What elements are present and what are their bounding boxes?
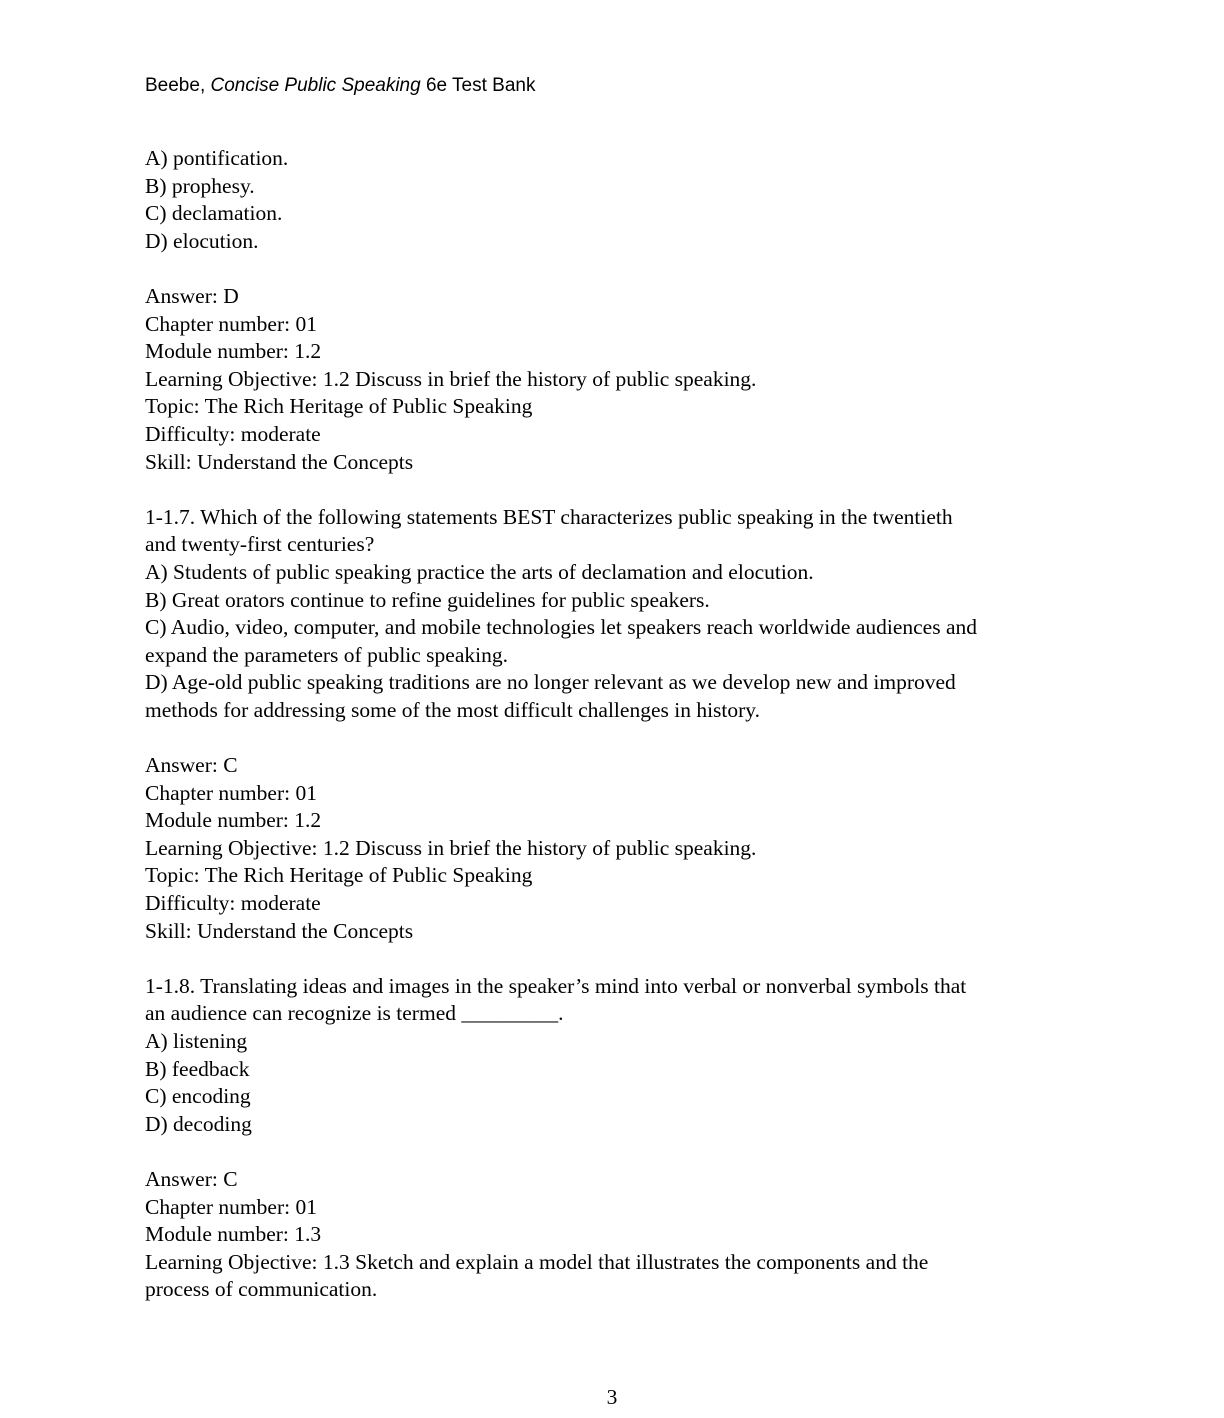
option-c: C) encoding bbox=[145, 1084, 251, 1109]
learning-objective-continued: process of communication. bbox=[145, 1277, 378, 1302]
answer: Answer: D bbox=[145, 283, 239, 308]
chapter-number: Chapter number: 01 bbox=[145, 780, 317, 805]
option-c-continued: expand the parameters of public speaking. bbox=[145, 642, 508, 667]
module-number: Module number: 1.2 bbox=[145, 339, 322, 364]
page-number: 3 bbox=[606, 1385, 618, 1409]
skill: Skill: Understand the Concepts bbox=[145, 449, 414, 474]
option-b: B) Great orators continue to refine guidelines for public speakers. bbox=[145, 587, 710, 612]
chapter-number: Chapter number: 01 bbox=[145, 1194, 317, 1219]
difficulty: Difficulty: moderate bbox=[145, 421, 321, 446]
learning-objective: Learning Objective: 1.3 Sketch and explain a model that illustrates the components and the bbox=[145, 1249, 929, 1274]
question-text: 1-1.8. Translating ideas and images in the speaker’s mind into verbal or nonverbal symbols that bbox=[145, 973, 967, 998]
header-suffix: 6e Test Bank bbox=[420, 75, 536, 96]
option-d: D) elocution. bbox=[145, 228, 259, 253]
spacer bbox=[145, 945, 1145, 973]
option-d-continued: methods for addressing some of the most difficult challenges in history. bbox=[145, 697, 761, 722]
document-body bbox=[145, 145, 1145, 1304]
question-1-6-metadata bbox=[145, 283, 1145, 476]
option-b: B) prophesy. bbox=[145, 173, 255, 198]
chapter-number: Chapter number: 01 bbox=[145, 311, 317, 336]
question-1-6-options bbox=[145, 145, 1145, 255]
option-a: A) pontification. bbox=[145, 146, 289, 170]
question-1-1-7-metadata bbox=[145, 752, 1145, 945]
skill: Skill: Understand the Concepts bbox=[145, 918, 414, 943]
question-text: an audience can recognize is termed _________. bbox=[145, 1001, 564, 1026]
option-c: C) Audio, video, computer, and mobile technologies let speakers reach worldwide audiences and bbox=[145, 615, 978, 640]
question-1-1-8-metadata bbox=[145, 1166, 1145, 1304]
module-number: Module number: 1.2 bbox=[145, 808, 322, 833]
question-text: and twenty-first centuries? bbox=[145, 532, 375, 557]
learning-objective: Learning Objective: 1.2 Discuss in brief the history of public speaking. bbox=[145, 835, 757, 860]
answer: Answer: C bbox=[145, 1166, 238, 1191]
question-text: 1-1.7. Which of the following statements BEST characterizes public speaking in the twentieth bbox=[145, 504, 953, 529]
option-b: B) feedback bbox=[145, 1056, 250, 1081]
spacer bbox=[145, 1138, 1145, 1166]
topic: Topic: The Rich Heritage of Public Speaking bbox=[145, 394, 533, 419]
learning-objective: Learning Objective: 1.2 Discuss in brief the history of public speaking. bbox=[145, 366, 757, 391]
spacer bbox=[145, 476, 1145, 504]
running-header bbox=[145, 74, 535, 98]
option-d: D) Age-old public speaking traditions are no longer relevant as we develop new and improved bbox=[145, 670, 956, 695]
module-number: Module number: 1.3 bbox=[145, 1222, 322, 1247]
answer: Answer: C bbox=[145, 753, 238, 778]
option-c: C) declamation. bbox=[145, 201, 283, 226]
difficulty: Difficulty: moderate bbox=[145, 891, 321, 916]
spacer bbox=[145, 255, 1145, 283]
option-a: A) listening bbox=[145, 1029, 248, 1053]
header-author: Beebe, bbox=[145, 75, 211, 96]
option-a: A) Students of public speaking practice the arts of declamation and elocution. bbox=[145, 559, 814, 584]
question-1-1-7 bbox=[145, 504, 1145, 725]
topic: Topic: The Rich Heritage of Public Speaking bbox=[145, 863, 533, 888]
option-d: D) decoding bbox=[145, 1111, 252, 1136]
header-book-title: Concise Public Speaking bbox=[210, 75, 421, 96]
spacer bbox=[145, 724, 1145, 752]
question-1-1-8 bbox=[145, 973, 1145, 1139]
